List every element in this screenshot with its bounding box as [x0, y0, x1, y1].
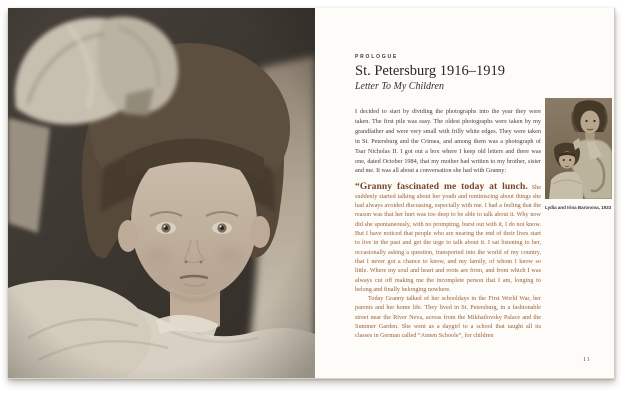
chapter-subtitle: Letter To My Children — [355, 81, 444, 92]
right-page — [315, 8, 614, 378]
pull-quote — [355, 183, 541, 341]
left-page — [8, 8, 315, 378]
mother-and-child-photo — [545, 98, 612, 199]
chapter-title: St. Petersburg 1916–1919 — [355, 63, 505, 79]
book-spread — [8, 8, 615, 379]
pull-quote-rest: She suddenly started talking about her youth and reminiscing about things she had always avoided discussing, especially with me. I had a feeling that the reason was that her hurt was too deep to be able to talk about it. Why now did she spontaneously, with no prompting, burst out with it, I do not know. But I have noticed that people who are nearing the end of their lives start to live in the past and get the urge to talk about it. I sat listening to her, occasionally asking a question, transported into the world of my country, that I never got a chance to know, and my family, of whom I know so little. Where my soul and heart and roots are from, and from which I was always cut off making me the incomplete person that I am, longing to belong and finally belonging nowhere. — [355, 183, 542, 293]
side-photo-figure — [545, 98, 612, 211]
pull-quote-paragraph-2: Today Granny talked of her schooldays in the First World War, her parents and her home life. They lived in St. Petersburg, in a fashionable street near the River Neva, across from the Mikhailovsky Palace and the Summer Garden. She went as a daygirl to a school that taught all its classes in German called “Annen Schoole”, for children — [355, 295, 541, 340]
pull-quote-lead: “Granny fascinated me today at lunch. — [355, 181, 528, 192]
side-photo-caption: Lydia and Irina Baronova, 1933 — [545, 205, 612, 210]
girl-portrait-photo — [8, 8, 315, 378]
intro-paragraph: I decided to start by dividing the photographs into the year they were taken. The first pile was easy. The oldest photographs were taken by my grandfather and were very small with frilly white edges. They were taken in St. Petersburg and the Crimea, and among them was a photograph of Tsar Nicholas II. I got out a box where I keep old letters and there was one, dated October 1984, that my mother had written to my brother, sister and me. It was all about a conversation she had with Granny: — [355, 108, 541, 175]
kicker-prologue: PROLOGUE — [355, 54, 399, 60]
text-column — [355, 54, 541, 341]
page-number: 11 — [583, 356, 591, 363]
